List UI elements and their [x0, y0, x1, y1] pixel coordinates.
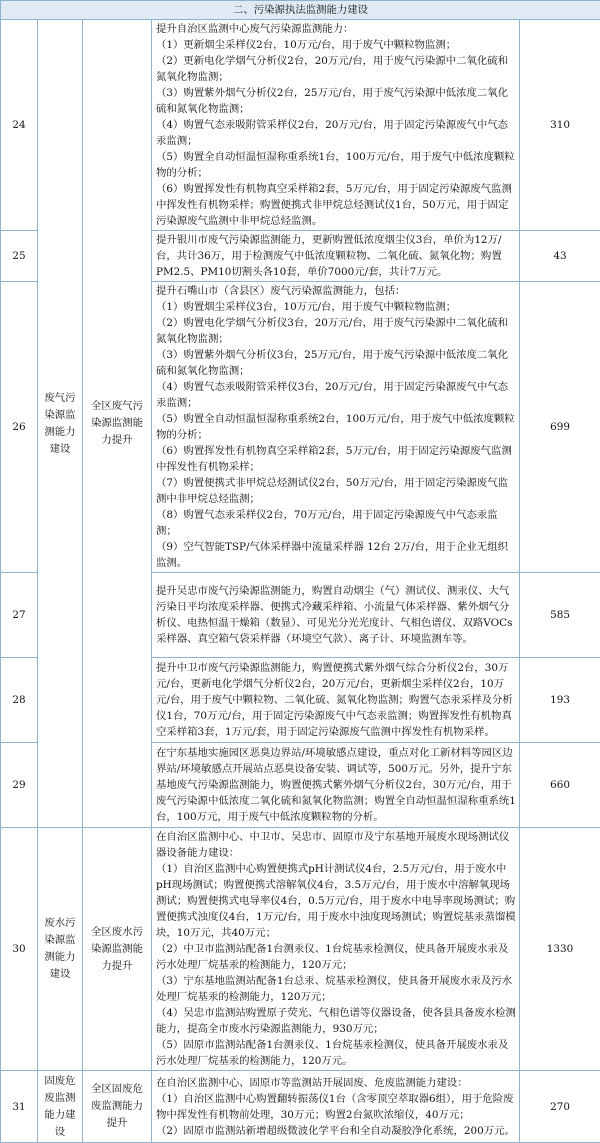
section-title: 二、污染源执法监测能力建设: [1, 1, 600, 20]
description-cell: [152, 282, 520, 573]
row-number: 30: [1, 828, 38, 1071]
description-line: （4）购置气态汞吸附管采样仪2台，20万元/台，用于固定污染源废气中气态汞监测；: [156, 117, 516, 149]
description-line: （6）购置挥发性有机物真空采样箱2套，5万元/台，用于固定污染源废气监测中挥发性有机物采样；: [156, 443, 516, 475]
description-line: （3）购置紫外烟气分析仪2台，25万元/台，用于废气污染源中低浓度二氧化硫和氮氧化物监测；: [156, 85, 516, 117]
description-line: （1）更新烟尘采样仪2台，10万元/台，用于废气中颗粒物监测；: [156, 37, 516, 53]
description-line: （2）更新电化学烟气分析仪2台，20万元/台，用于废气污染源中二氧化硫和氮氧化物监测；: [156, 53, 516, 85]
amount-cell: 270: [520, 1071, 600, 1143]
description-cell: [152, 1071, 520, 1143]
description-line: （1）自治区监测中心购置翻转振荡仪1台（含零顶空萃取器6组），用于危险废物中挥发性有机物前处理，30万元；购置2台氮吹浓缩仪，40万元；: [156, 1091, 516, 1123]
description-line: （4）吴忠市监测站购置原子荧光、气相色谱等仪器设备，使各县具备废水检测能力，提高全市废水污染源监测能力，930万元；: [156, 1005, 516, 1037]
project-cell: 全区废气污染源监测能力提升: [83, 20, 152, 828]
row-number: 24: [1, 20, 38, 231]
description-line: （6）购置挥发性有机物真空采样箱2套，5万元/台，用于固定污染源废气监测中挥发性有机物采样；购置便携式非甲烷总烃测试仪1台，50万元，用于固定污染源废气监测中非甲烷总烃监测。: [156, 181, 516, 229]
description-line: 在宁东基地实施园区恶臭边界站/环境敏感点建设，重点对化工新材料等园区边界站/环境敏感点开展站点恶臭设备安装、调试等，500万元。另外，提升宁东基地废气污染源监测能力，购置便携式紫外烟气分析仪2台，30万元/台，用于废气污染源中低浓度二氧化硫和氮氧化物监测；购置全自动恒温恒湿称重系统1台，100万元，用于废气中低浓度颗粒物的分析。: [156, 745, 516, 825]
description-line: （9）空气智能TSP/气体采样器中流量采样器 12台 2万/台，用于企业无组织监测。: [156, 539, 516, 571]
table-row: [1, 1071, 600, 1143]
project-cell: 全区废水污染源监测能力提升: [83, 828, 152, 1071]
table-row: [1, 20, 600, 231]
table-row: [1, 828, 600, 1071]
description-line: 在自治区监测中心、固原市等监测站开展固废、危废监测能力建设：: [156, 1075, 516, 1091]
row-number: 31: [1, 1071, 38, 1143]
description-cell: [152, 573, 520, 658]
description-line: （8）购置气态汞采样仪2台，70万元/台，用于固定污染源废气中气态汞监测；: [156, 507, 516, 539]
category-cell: 废气污染源监测能力建设: [38, 20, 83, 828]
description-cell: [152, 658, 520, 743]
description-cell: [152, 20, 520, 231]
row-number: 26: [1, 282, 38, 573]
description-line: 提升中卫市废气污染源监测能力，购置便携式紫外烟气综合分析仪2台，30万元/台，更新电化学烟气分析仪2台，20万元/台，更新烟尘采样仪2台，10万元/台，用于废气中颗粒物、二氧化硫、氮氧化物监测；购置气态汞采样及分析仪1台，70万元/台，用于固定污染源废气中气态汞监测；购置挥发性有机物真空采样箱3套，1万元/套，用于固定污染源废气监测中挥发性有机物采样。: [156, 660, 516, 740]
category-cell: 废水污染源监测能力建设: [38, 828, 83, 1071]
description-line: （5）固原市监测站配备1台测汞仪、1台烷基汞检测仪，使具备开展废水汞及污水处理厂烷基汞的检测能力，120万元。: [156, 1037, 516, 1069]
description-line: （5）购置全自动恒温恒湿称重系统2台，100万元/台，用于废气中低浓度颗粒物的分析；: [156, 411, 516, 443]
description-line: （2）固原市监测站新增超级微波化学平台和全自动凝胶净化系统，200万元。: [156, 1123, 516, 1139]
description-line: 提升银川市废气污染源监测能力，更新购置低浓度烟尘仪3台，单价为12万/台，共计36万，用于检测废气中低浓度颗粒物、二氧化硫、氮氧化物；购置PM2.5、PM10切割头各10套，单价7000元/套，共计7万元。: [156, 232, 516, 280]
amount-cell: 699: [520, 282, 600, 573]
row-number: 28: [1, 658, 38, 743]
amount-cell: 43: [520, 231, 600, 282]
amount-cell: 660: [520, 743, 600, 828]
description-line: （1）购置烟尘采样仪3台，10万元/台，用于废气中颗粒物监测；: [156, 299, 516, 315]
description-cell: [152, 231, 520, 282]
project-cell: 全区固废危废监测能力提升: [83, 1071, 152, 1143]
description-line: 在自治区监测中心、中卫市、吴忠市、固原市及宁东基地开展废水现场测试仪器设备能力建设：: [156, 829, 516, 861]
row-number: 25: [1, 231, 38, 282]
amount-cell: 193: [520, 658, 600, 743]
description-line: 提升自治区监测中心废气污染源监测能力：: [156, 21, 516, 37]
amount-cell: 310: [520, 20, 600, 231]
description-line: （3）购置紫外烟气分析仪3台，25万元/台，用于废气污染源中低浓度二氧化硫和氮氧化物监测；: [156, 347, 516, 379]
description-line: （4）购置气态汞吸附管采样仪3台，20万元/台，用于固定污染源废气中气态汞监测；: [156, 379, 516, 411]
description-line: （2）中卫市监测站配备1台测汞仪、1台烷基汞检测仪，使具备开展废水汞及污水处理厂烷基汞的检测能力，120万元；: [156, 941, 516, 973]
description-line: （1）自治区监测中心购置便携式pH计测试仪4台，2.5万元/台，用于废水中pH现场测试；购置便携式溶解氧仪4台，3.5万元/台，用于废水中溶解氧现场测试；购置便携式电导率仪4台，0.5万元/台，用于废水中电导率现场测试；购置便携式浊度仪4台，1万元/台，用于废水中浊度现场测试；购置烷基汞蒸馏模块，10万元，共40万元；: [156, 861, 516, 941]
section-header-row: [1, 1, 600, 20]
description-line: （5）购置全自动恒温恒湿称重系统1台，100万元/台，用于废气中低浓度颗粒物的分析；: [156, 149, 516, 181]
description-line: 提升石嘴山市（含县区）废气污染源监测能力，包括：: [156, 283, 516, 299]
row-number: 27: [1, 573, 38, 658]
amount-cell: 1330: [520, 828, 600, 1071]
description-line: （7）购置便携式非甲烷总烃测试仪2台，50万元/台，用于固定污染源废气监测中非甲烷总烃监测；: [156, 475, 516, 507]
amount-cell: 585: [520, 573, 600, 658]
category-cell: 固废危废监测能力建设: [38, 1071, 83, 1143]
description-cell: [152, 828, 520, 1071]
description-line: （3）宁东基地监测站配备1台总汞、烷基汞检测仪，使具备开展废水汞及污水处理厂烷基汞的检测能力，120万元；: [156, 973, 516, 1005]
description-cell: [152, 743, 520, 828]
description-line: 提升吴忠市废气污染源监测能力，购置自动烟尘（气）测试仪、测汞仪、大气污染日平均浓度采样器、便携式冷藏采样箱、小流量气体采样器、紫外烟气分析仪、电热恒温干燥箱（数显）、可见光分光光度计、气相色谱仪、双路VOCs采样器、真空箱气袋采样器（环境空气款）、离子计、环境监测车等。: [156, 583, 516, 647]
description-line: （2）购置电化学烟气分析仪3台，20万元/台，用于废气污染源中二氧化硫和氮氧化物监测；: [156, 315, 516, 347]
row-number: 29: [1, 743, 38, 828]
